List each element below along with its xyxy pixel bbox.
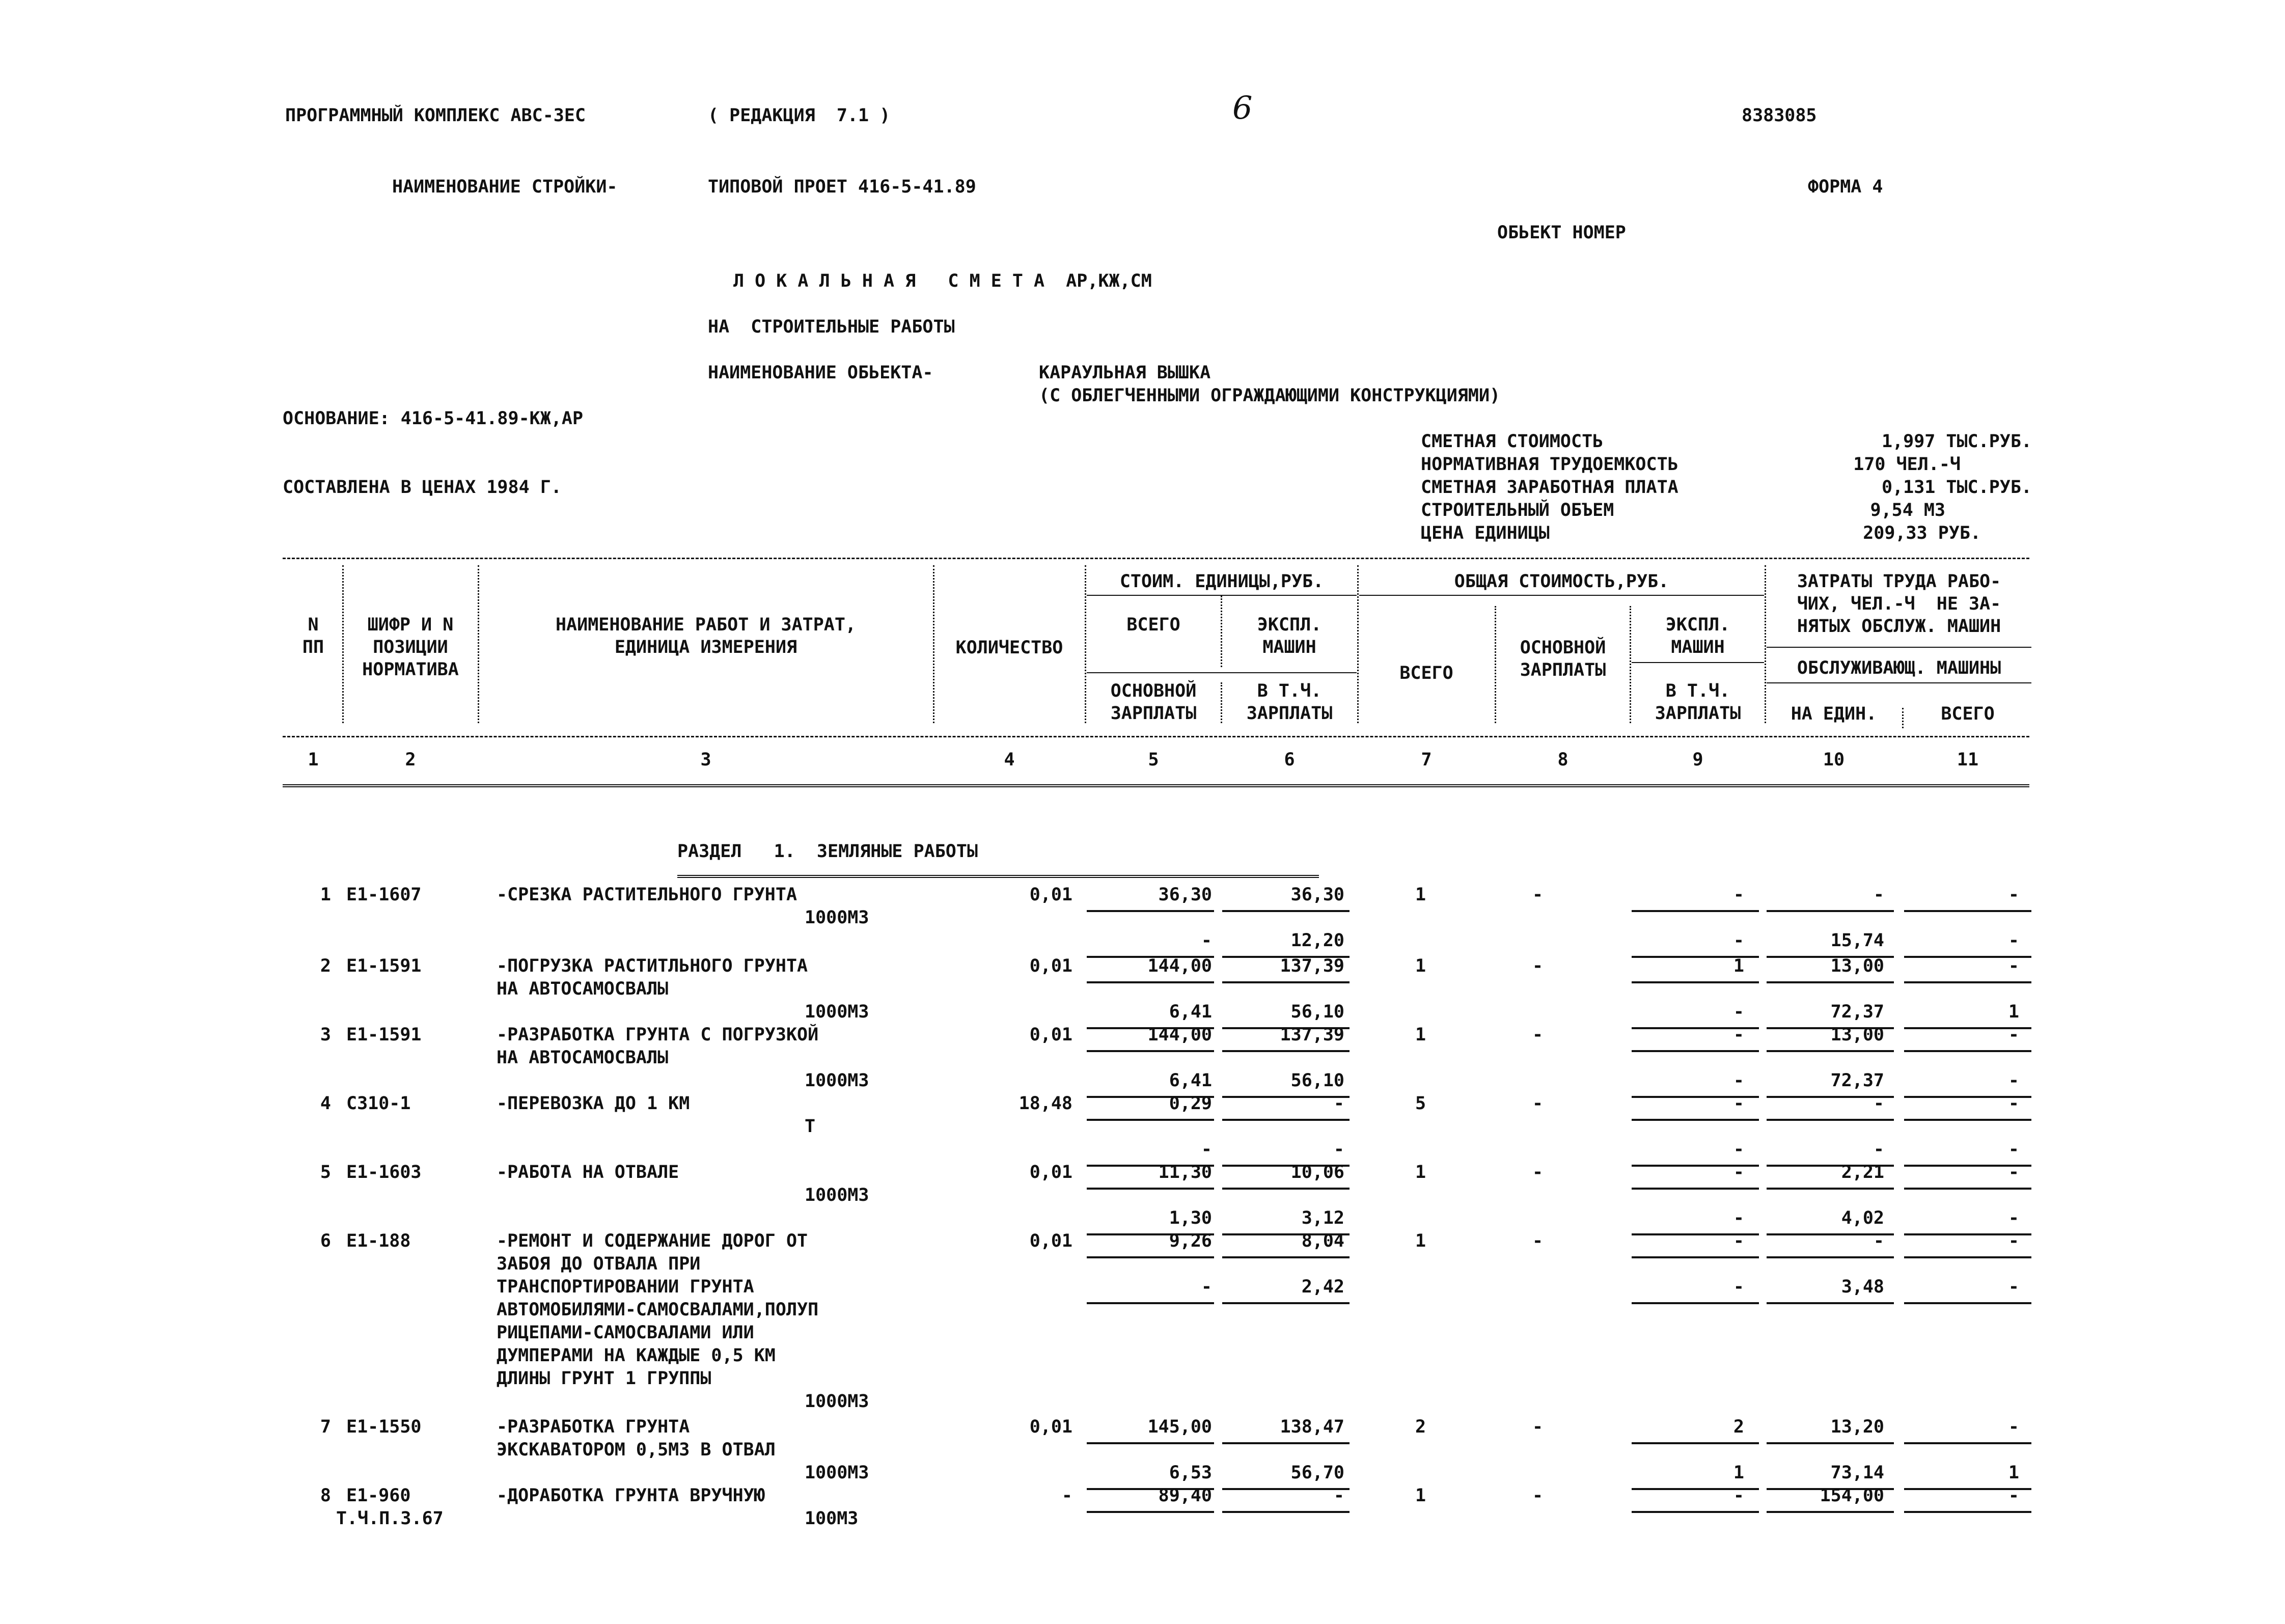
cell-total-wages: - — [1532, 956, 1544, 976]
cell-rule — [1222, 1050, 1350, 1052]
cell-total-machines: - — [1733, 885, 1744, 905]
edition: ( РЕДАКЦИЯ 7.1 ) — [708, 105, 891, 126]
page-number: 6 — [1232, 89, 1253, 126]
cell-unit-incl: 3,12 — [1301, 1208, 1344, 1228]
cell-labor-unit: - — [1873, 1093, 1884, 1114]
col-header-name: НАИМЕНОВАНИЕ РАБОТ И ЗАТРАТ, ЕДИНИЦА ИЗМЕРЕНИЯ — [555, 615, 856, 657]
cell-total-wages: - — [1532, 1485, 1544, 1506]
col-header-total-all: ВСЕГО — [1399, 663, 1453, 683]
document-number: 8383085 — [1742, 105, 1817, 126]
cell-rule — [1632, 1256, 1759, 1258]
row-description: -ПОГРУЗКА РАСТИТЛЬНОГО ГРУНТА — [497, 956, 808, 976]
row-quantity: 0,01 — [1029, 1162, 1072, 1182]
object-name-line2: (С ОБЛЕГЧЕННЫМИ ОГРАЖДАЮЩИМИ КОНСТРУКЦИЯМИ) — [1039, 386, 1501, 406]
col-header-unit-total: ВСЕГО — [1126, 615, 1180, 635]
cell-labor-total: - — [2008, 1025, 2019, 1045]
cell-unit-incl: - — [1333, 1139, 1344, 1160]
cell-labor-machines-total: 1 — [2008, 1463, 2019, 1483]
cell-unit-machines: 36,30 — [1290, 885, 1344, 905]
cell-unit-total: 145,00 — [1147, 1417, 1212, 1437]
cell-labor-machines-total: - — [2008, 930, 2019, 951]
cell-rule — [1087, 1256, 1214, 1258]
cell-rule — [1767, 910, 1894, 912]
cell-total-all: 2 — [1415, 1417, 1426, 1437]
col-number: 4 — [1004, 750, 1015, 770]
cell-rule — [1904, 1442, 2031, 1444]
row-unit: 1000М3 — [805, 1391, 869, 1412]
cell-labor-machines-unit: 15,74 — [1830, 930, 1884, 951]
cell-unit-incl: 12,20 — [1290, 930, 1344, 951]
cell-total-machines: - — [1733, 1162, 1744, 1182]
cell-rule — [1767, 1188, 1894, 1190]
summary-value: 209,33 РУБ. — [1863, 523, 1981, 543]
cell-rule — [1767, 1442, 1894, 1444]
cell-total-machines: 2 — [1733, 1417, 1744, 1437]
row-number: 2 — [320, 956, 331, 976]
cell-labor-total: - — [2008, 1231, 2019, 1251]
row-number: 7 — [320, 1417, 331, 1437]
cell-rule — [1222, 1511, 1350, 1513]
summary-value: 0,131 ТЫС.РУБ. — [1881, 477, 2032, 498]
cell-unit-total: 36,30 — [1158, 885, 1212, 905]
cell-rule — [1222, 981, 1350, 983]
cell-total-wages: - — [1532, 885, 1544, 905]
cell-labor-machines-unit: 3,48 — [1841, 1277, 1884, 1297]
cell-rule — [1087, 910, 1214, 912]
cell-unit-wages: - — [1201, 1139, 1212, 1160]
cell-unit-total: 144,00 — [1147, 1025, 1212, 1045]
summary-label: СМЕТНАЯ ЗАРАБОТНАЯ ПЛАТА — [1421, 477, 1678, 498]
cell-unit-machines: 138,47 — [1280, 1417, 1344, 1437]
cell-total-wages: - — [1532, 1231, 1544, 1251]
row-unit: 1000М3 — [805, 1185, 869, 1205]
cell-unit-machines: 8,04 — [1301, 1231, 1344, 1251]
row-code: С310-1 — [346, 1093, 411, 1114]
cell-rule — [1632, 1442, 1759, 1444]
row-code: Е1-1550 — [346, 1417, 422, 1437]
row-description: -СРЕЗКА РАСТИТЕЛЬНОГО ГРУНТА — [497, 885, 797, 905]
row-unit: Т — [805, 1116, 816, 1137]
cell-unit-wages: 1,30 — [1169, 1208, 1212, 1228]
row-description: -ДОРАБОТКА ГРУНТА ВРУЧНУЮ — [497, 1485, 765, 1506]
col-number: 9 — [1692, 750, 1703, 770]
col-number: 3 — [700, 750, 711, 770]
cell-unit-wages: - — [1201, 1277, 1212, 1297]
cell-rule — [1087, 1188, 1214, 1190]
cell-total-all: 1 — [1415, 1231, 1426, 1251]
col-header-labor-total: ВСЕГО — [1941, 704, 1995, 724]
cell-rule — [1767, 981, 1894, 983]
col-header-code: ШИФР И N ПОЗИЦИИ НОРМАТИВА — [362, 615, 459, 680]
row-description: НА АВТОСАМОСВАЛЫ — [497, 1048, 669, 1068]
cell-labor-machines-unit: 73,14 — [1830, 1463, 1884, 1483]
cell-labor-unit: 2,21 — [1841, 1162, 1884, 1182]
row-number: 5 — [320, 1162, 331, 1182]
cell-rule — [1222, 1119, 1350, 1121]
col-number: 5 — [1148, 750, 1159, 770]
cell-labor-unit: 13,20 — [1830, 1417, 1884, 1437]
row-unit: 1000М3 — [805, 1070, 869, 1091]
summary-label: НОРМАТИВНАЯ ТРУДОЕМКОСТЬ — [1421, 454, 1678, 475]
cell-total-incl: - — [1733, 1277, 1744, 1297]
cell-rule — [1904, 1050, 2031, 1052]
cell-labor-machines-unit: 4,02 — [1841, 1208, 1884, 1228]
row-quantity: 0,01 — [1029, 1231, 1072, 1251]
cell-labor-machines-total: - — [2008, 1277, 2019, 1297]
cell-rule — [1904, 910, 2031, 912]
section-title: РАЗДЕЛ 1. ЗЕМЛЯНЫЕ РАБОТЫ — [677, 841, 978, 862]
cell-unit-total: 144,00 — [1147, 956, 1212, 976]
cell-rule — [1632, 981, 1759, 983]
cell-total-all: 1 — [1415, 956, 1426, 976]
col-header-labor: ЗАТРАТЫ ТРУДА РАБО- ЧИХ, ЧЕЛ.-Ч НЕ ЗА- НЯТЫХ ОБСЛУЖ. МАШИН — [1797, 571, 2001, 637]
summary-value: 9,54 М3 — [1870, 500, 1945, 520]
construction-label: НАИМЕНОВАНИЕ СТРОЙКИ- — [392, 177, 618, 197]
row-unit: 1000М3 — [805, 907, 869, 928]
col-header-quantity: КОЛИЧЕСТВО — [955, 638, 1063, 658]
row-unit: 1000М3 — [805, 1463, 869, 1483]
cell-rule — [1767, 1256, 1894, 1258]
cell-total-machines: - — [1733, 1485, 1744, 1506]
cell-unit-wages: 6,53 — [1169, 1463, 1212, 1483]
cell-rule — [1904, 1302, 2031, 1304]
basis: ОСНОВАНИЕ: 416-5-41.89-КЖ,АР — [283, 408, 584, 429]
cell-labor-machines-unit: 72,37 — [1830, 1002, 1884, 1022]
cell-total-incl: - — [1733, 1208, 1744, 1228]
cell-total-incl: - — [1733, 1139, 1744, 1160]
form-label: ФОРМА 4 — [1808, 177, 1883, 197]
cell-unit-machines: - — [1333, 1485, 1344, 1506]
col-header-labor-unit: НА ЕДИН. — [1791, 704, 1877, 724]
col-header-unit-machines: ЭКСПЛ. МАШИН — [1257, 615, 1322, 657]
cell-rule — [1087, 981, 1214, 983]
row-code: Е1-960 — [346, 1485, 411, 1506]
row-quantity: 0,01 — [1029, 1025, 1072, 1045]
cell-rule — [1087, 1050, 1214, 1052]
cell-unit-wages: - — [1201, 930, 1212, 951]
cell-labor-machines-unit: - — [1873, 1139, 1884, 1160]
cell-rule — [1632, 910, 1759, 912]
row-code-note: Т.Ч.П.3.67 — [336, 1508, 444, 1529]
col-number: 7 — [1421, 750, 1432, 770]
col-header-unit-incl: В Т.Ч. ЗАРПЛАТЫ — [1246, 681, 1333, 724]
col-header-labor-machines: ОБСЛУЖИВАЮЩ. МАШИНЫ — [1797, 658, 2001, 678]
cell-rule — [1222, 1302, 1350, 1304]
cell-rule — [1632, 1119, 1759, 1121]
cell-total-wages: - — [1532, 1093, 1544, 1114]
cell-rule — [1632, 1188, 1759, 1190]
cell-total-wages: - — [1532, 1417, 1544, 1437]
row-description: -РАЗРАБОТКА ГРУНТА — [497, 1417, 690, 1437]
row-number: 1 — [320, 885, 331, 905]
cell-rule — [1767, 1302, 1894, 1304]
cell-total-all: 1 — [1415, 1162, 1426, 1182]
cell-labor-unit: - — [1873, 1231, 1884, 1251]
row-number: 8 — [320, 1485, 331, 1506]
summary-label: СТРОИТЕЛЬНЫЙ ОБЪЕМ — [1421, 500, 1614, 520]
summary-label: ЦЕНА ЕДИНИЦЫ — [1421, 523, 1550, 543]
cell-rule — [1632, 1302, 1759, 1304]
row-description: ЗАБОЯ ДО ОТВАЛА ПРИ — [497, 1254, 701, 1274]
cell-unit-machines: - — [1333, 1093, 1344, 1114]
cell-unit-wages: 6,41 — [1169, 1002, 1212, 1022]
row-quantity: 0,01 — [1029, 1417, 1072, 1437]
row-description: АВТОМОБИЛЯМИ-САМОСВАЛАМИ,ПОЛУП — [497, 1300, 819, 1320]
cell-total-incl: - — [1733, 1070, 1744, 1091]
row-description: -РАЗРАБОТКА ГРУНТА С ПОГРУЗКОЙ — [497, 1025, 819, 1045]
row-unit: 100М3 — [805, 1508, 859, 1529]
row-code: Е1-1603 — [346, 1162, 422, 1182]
cell-total-all: 1 — [1415, 885, 1426, 905]
col-number: 10 — [1823, 750, 1845, 770]
row-unit: 1000М3 — [805, 1002, 869, 1022]
cell-rule — [1222, 1442, 1350, 1444]
row-quantity: - — [1061, 1485, 1072, 1506]
cell-total-machines: - — [1733, 1025, 1744, 1045]
col-number: 2 — [405, 750, 416, 770]
row-description: -ПЕРЕВОЗКА ДО 1 КМ — [497, 1093, 690, 1114]
row-description: ТРАНСПОРТИРОВАНИИ ГРУНТА — [497, 1277, 754, 1297]
row-quantity: 18,48 — [1018, 1093, 1072, 1114]
cell-labor-total: - — [2008, 1093, 2019, 1114]
cell-labor-unit: 13,00 — [1830, 1025, 1884, 1045]
cell-labor-machines-unit: 72,37 — [1830, 1070, 1884, 1091]
col-header-total-machines: ЭКСПЛ. МАШИН — [1665, 615, 1730, 657]
cell-rule — [1087, 1442, 1214, 1444]
cell-unit-machines: 137,39 — [1280, 956, 1344, 976]
construction-value: ТИПОВОЙ ПРОЕТ 416-5-41.89 — [708, 177, 976, 197]
col-header-unit-cost: СТОИМ. ЕДИНИЦЫ,РУБ. — [1119, 571, 1324, 592]
cell-rule — [1222, 910, 1350, 912]
cell-rule — [1222, 1188, 1350, 1190]
row-quantity: 0,01 — [1029, 956, 1072, 976]
col-header-unit-wages: ОСНОВНОЙ ЗАРПЛАТЫ — [1110, 681, 1197, 724]
cell-unit-incl: 2,42 — [1301, 1277, 1344, 1297]
cell-total-machines: 1 — [1733, 956, 1744, 976]
cell-rule — [1904, 1119, 2031, 1121]
cell-labor-machines-total: - — [2008, 1139, 2019, 1160]
prices-year: СОСТАВЛЕНА В ЦЕНАХ 1984 Г. — [283, 477, 562, 498]
cell-total-machines: - — [1733, 1231, 1744, 1251]
col-number: 8 — [1557, 750, 1568, 770]
cell-rule — [1632, 1050, 1759, 1052]
cell-total-machines: - — [1733, 1093, 1744, 1114]
cell-labor-total: - — [2008, 1417, 2019, 1437]
cell-unit-incl: 56,10 — [1290, 1070, 1344, 1091]
cell-unit-incl: 56,70 — [1290, 1463, 1344, 1483]
cell-unit-total: 0,29 — [1169, 1093, 1212, 1114]
cell-rule — [1767, 1119, 1894, 1121]
cell-total-wages: - — [1532, 1025, 1544, 1045]
row-description: РИЦЕПАМИ-САМОСВАЛАМИ ИЛИ — [497, 1323, 754, 1343]
row-description: -РАБОТА НА ОТВАЛЕ — [497, 1162, 679, 1182]
cell-unit-machines: 10,06 — [1290, 1162, 1344, 1182]
summary-label: СМЕТНАЯ СТОИМОСТЬ — [1421, 431, 1604, 452]
cell-unit-total: 9,26 — [1169, 1231, 1212, 1251]
row-quantity: 0,01 — [1029, 885, 1072, 905]
object-number-label: ОБЬЕКТ НОМЕР — [1497, 223, 1626, 243]
row-description: НА АВТОСАМОСВАЛЫ — [497, 979, 669, 999]
cell-labor-machines-total: - — [2008, 1208, 2019, 1228]
cell-rule — [1904, 981, 2031, 983]
cell-total-all: 5 — [1415, 1093, 1426, 1114]
program-name: ПРОГРАММНЫЙ КОМПЛЕКС АВС-3ЕС — [285, 105, 586, 126]
cell-unit-machines: 137,39 — [1280, 1025, 1344, 1045]
cell-rule — [1767, 1511, 1894, 1513]
cell-unit-incl: 56,10 — [1290, 1002, 1344, 1022]
row-code: Е1-1591 — [346, 956, 422, 976]
cell-labor-unit: 154,00 — [1820, 1485, 1884, 1506]
col-number: 1 — [308, 750, 319, 770]
col-header-n: N ПП — [302, 615, 324, 657]
cell-rule — [1087, 1302, 1214, 1304]
cell-labor-unit: - — [1873, 885, 1884, 905]
cell-labor-total: - — [2008, 956, 2019, 976]
cell-unit-wages: 6,41 — [1169, 1070, 1212, 1091]
cell-unit-total: 11,30 — [1158, 1162, 1212, 1182]
row-description: ДЛИНЫ ГРУНТ 1 ГРУППЫ — [497, 1368, 711, 1389]
cell-total-wages: - — [1532, 1162, 1544, 1182]
cell-rule — [1632, 1511, 1759, 1513]
cell-labor-total: - — [2008, 1162, 2019, 1182]
col-header-total-wages: ОСНОВНОЙ ЗАРПЛАТЫ — [1520, 638, 1606, 680]
col-number: 6 — [1284, 750, 1295, 770]
row-number: 3 — [320, 1025, 331, 1045]
cell-rule — [1087, 1511, 1214, 1513]
cell-rule — [1087, 1119, 1214, 1121]
cell-unit-total: 89,40 — [1158, 1485, 1212, 1506]
cell-labor-total: - — [2008, 885, 2019, 905]
summary-value: 1,997 ТЫС.РУБ. — [1881, 431, 2032, 452]
cell-total-incl: - — [1733, 1002, 1744, 1022]
row-code: Е1-1607 — [346, 885, 422, 905]
row-description: ЭКСКАВАТОРОМ 0,5М3 В ОТВАЛ — [497, 1440, 776, 1460]
cell-total-all: 1 — [1415, 1025, 1426, 1045]
cell-labor-machines-total: - — [2008, 1070, 2019, 1091]
cell-rule — [1904, 1511, 2031, 1513]
row-number: 4 — [320, 1093, 331, 1114]
col-number: 11 — [1957, 750, 1979, 770]
page-subtitle: НА СТРОИТЕЛЬНЫЕ РАБОТЫ — [708, 317, 955, 337]
object-name-label: НАИМЕНОВАНИЕ ОБЬЕКТА- — [708, 363, 933, 383]
cell-rule — [1767, 1050, 1894, 1052]
cell-total-incl: 1 — [1733, 1463, 1744, 1483]
cell-labor-total: - — [2008, 1485, 2019, 1506]
row-code: Е1-1591 — [346, 1025, 422, 1045]
object-name-line1: КАРАУЛЬНАЯ ВЫШКА — [1039, 363, 1211, 383]
section-underline — [677, 875, 1319, 878]
col-header-total-incl: В Т.Ч. ЗАРПЛАТЫ — [1655, 681, 1741, 724]
cell-rule — [1904, 1256, 2031, 1258]
cell-rule — [1222, 1256, 1350, 1258]
cell-rule — [1904, 1188, 2031, 1190]
cell-labor-machines-total: 1 — [2008, 1002, 2019, 1022]
summary-value: 170 ЧЕЛ.-Ч — [1853, 454, 1961, 475]
col-header-total-cost: ОБЩАЯ СТОИМОСТЬ,РУБ. — [1454, 571, 1669, 592]
row-code: Е1-188 — [346, 1231, 411, 1251]
cell-total-all: 1 — [1415, 1485, 1426, 1506]
page-title: Л О К А Л Ь Н А Я С М Е Т А АР,КЖ,СМ — [733, 271, 1152, 291]
cell-labor-unit: 13,00 — [1830, 956, 1884, 976]
row-number: 6 — [320, 1231, 331, 1251]
cell-total-incl: - — [1733, 930, 1744, 951]
row-description: -РЕМОНТ И СОДЕРЖАНИЕ ДОРОГ ОТ — [497, 1231, 808, 1251]
row-description: ДУМПЕРАМИ НА КАЖДЫЕ 0,5 КМ — [497, 1345, 776, 1366]
